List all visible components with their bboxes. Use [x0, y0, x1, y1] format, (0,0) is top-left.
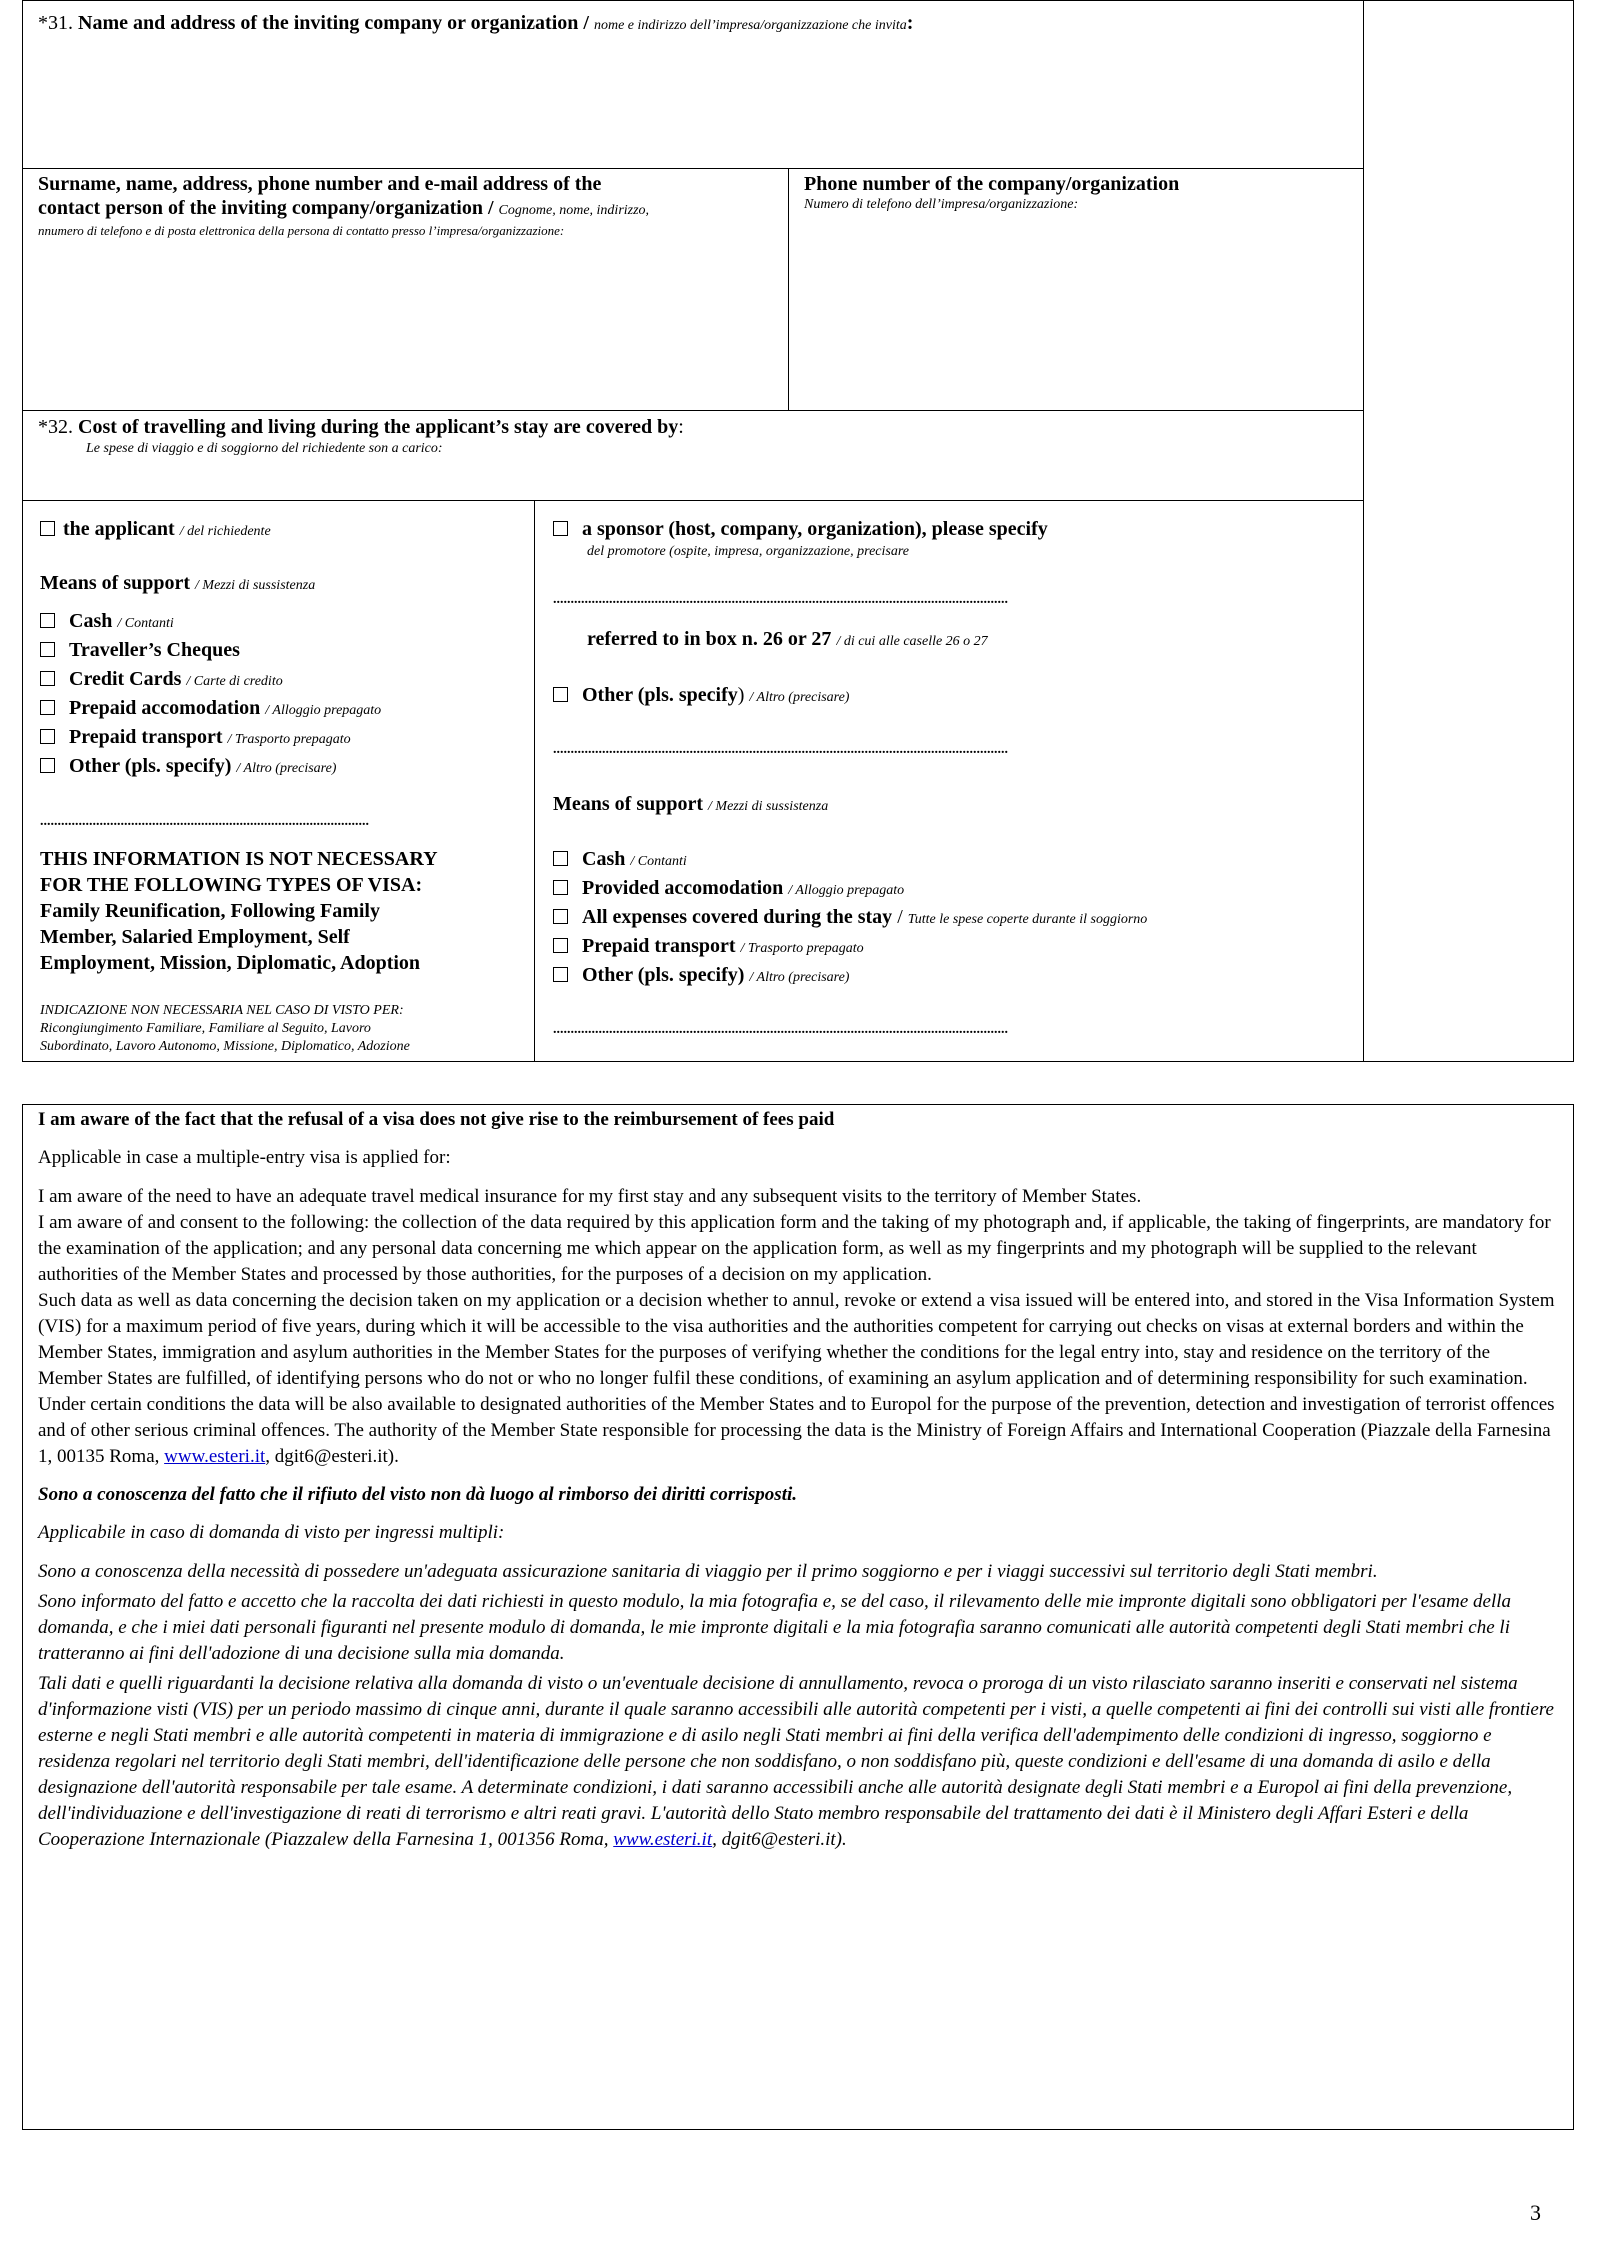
vis-statement-it: Tali dati e quelli riguardanti la decisione relativa alla domanda di visto o un'eventuale decisione di annullamento, revoca o proroga di un visto rilasciato saranno inseriti e conservati nel sistema d'informazione visti (VIS) per un periodo massimo di cinque anni, durante il quale saranno accessibili alle autorità competenti per i visti, a quelle competenti ai fini dei controlli sui visti alle frontiere esterne e negli Stati membri e alle autorità competenti in materia di immigrazione e di asilo negli Stati membri ai fini della verifica dell'adempimento delle condizioni di ingresso, soggiorno e residenza regolari nel territorio degli Stati membri, dell'identificazione delle persone che non soddisfano, o non soddisfano più, queste condizioni e dell'esame di una domanda di asilo e della designazione dell'autorità responsabile per tale esame. A determinate condizioni, i dati saranno accessibili anche alle autorità designate degli Stati membri e a Europol ai fini della prevenzione, dell'individuazione e dell'investigazione di reati di terrorismo e altri reati gravi. L'autorità dello Stato membro responsabile del trattamento dei dati è il Ministero degli Affari Esteri e della Cooperazione Internazionale (Piazzalew della Farnesina 1, 001356 Roma, www.esteri.it, dgit6@esteri.it).: [38, 1673, 1554, 1850]
right-other-option[interactable]: Other (pls. specify) / Altro (precisare): [553, 682, 849, 711]
left-option-prepaid-transport[interactable]: Prepaid transport / Trasporto prepagato: [40, 724, 351, 753]
refusal-statement: I am aware of the fact that the refusal of a visa does not give rise to the reimbursement of fees paid: [38, 1109, 835, 1130]
section-31-title: *31. Name and address of the inviting company or organization / nome e indirizzo dell’impresa/organizzazione che invita:: [38, 12, 914, 34]
sponsor-specify-line[interactable]: ..................................................................................................................................: [553, 592, 1008, 607]
vis-statement: Such data as well as data concerning the decision taken on my application or a decision whether to annul, revoke or extend a visa issued will be entered into, and stored in the Visa Information System (VIS) for a maximum period of five years, during which it will be accessible to the visa authorities and the authorities competent for carrying out checks on visas at external borders and within the Member States, immigration and asylum authorities in the Member States for the purposes of verifying whether the conditions for the legal entry into, stay and residence on the territory of the Member States are fulfilled, of identifying persons who do not or who no longer fulfil these conditions, of examining an asylum application and of determining responsibility for such examination. Under certain conditions the data will be also available to designated authorities of the Member States and to Europol for the purpose of the prevention, detection and investigation of terrorist offences and of other serious criminal offences. The authority of the Member State responsible for processing the data is the Ministry of Foreign Affairs and International Cooperation (Piazzale della Farnesina 1, 00135 Roma, www.esteri.it, dgit6@esteri.it).: [38, 1290, 1555, 1467]
right-option-cash[interactable]: Cash / Contanti: [553, 846, 687, 875]
divider-32-options: [22, 500, 1364, 501]
right-option-prepaid-transport[interactable]: Prepaid transport / Trasporto prepagato: [553, 933, 864, 962]
left-option-travellers-cheques[interactable]: Traveller’s Cheques: [40, 637, 240, 666]
right-means-specify-line[interactable]: ..................................................................................................................................: [553, 1022, 1008, 1037]
esteri-link[interactable]: www.esteri.it: [164, 1446, 266, 1467]
declaration-text: [38, 1107, 1558, 1853]
consent-statement-it: Sono informato del fatto e accetto che la raccolta dei dati richiesti in questo modulo, la mia fotografia e, se del caso, il rilevamento delle mie impronte digitali sono obbligatori per l'esame della domanda, e che i miei dati personali figuranti nel presente modulo di domanda, le mie impronte digitali e la mia fotografia saranno comunicati alle autorità competenti degli Stati membri che li tratteranno ai fini dell'adozione di una decisione sulla mia domanda.: [38, 1591, 1512, 1664]
applicant-checkbox[interactable]: [40, 521, 55, 536]
refusal-statement-it: Sono a conoscenza del fatto che il rifiuto del visto non dà luogo al rimborso dei diritti corrisposti.: [38, 1484, 798, 1505]
company-phone-label: Phone number of the company/organization Numero di telefono dell’impresa/organizzazione:: [804, 173, 1180, 212]
applicant-option[interactable]: the applicant / del richiedente: [40, 516, 271, 545]
left-specify-line[interactable]: ..............................................................................................: [40, 814, 369, 829]
checkbox[interactable]: [553, 909, 568, 924]
sponsor-option-it: del promotore (ospite, impresa, organizzazione, precisare: [587, 544, 909, 559]
divider-contact-32: [22, 410, 1364, 411]
left-option-credit-cards[interactable]: Credit Cards / Carte di credito: [40, 666, 283, 695]
right-option-all-expenses[interactable]: All expenses covered during the stay / Tutte le spese coperte durante il soggiorno: [553, 904, 1147, 933]
divider-left-right: [534, 500, 535, 1062]
insurance-statement-it: Sono a conoscenza della necessità di possedere un'adeguata assicurazione sanitaria di viaggio per il primo soggiorno e per i viaggi successivi sul territorio degli Stati membri.: [38, 1561, 1378, 1582]
right-option-provided-accomodation[interactable]: Provided accomodation / Alloggio prepagato: [553, 875, 904, 904]
checkbox[interactable]: [553, 938, 568, 953]
checkbox[interactable]: [553, 687, 568, 702]
referred-box-note: referred to in box n. 26 or 27 / di cui alle caselle 26 o 27: [587, 628, 988, 650]
left-option-prepaid-accomodation[interactable]: Prepaid accomodation / Alloggio prepagato: [40, 695, 381, 724]
checkbox[interactable]: [553, 967, 568, 982]
section-32-title: *32. Cost of travelling and living during the applicant’s stay are covered by:: [38, 416, 684, 438]
esteri-link-it[interactable]: www.esteri.it: [613, 1829, 713, 1850]
left-option-other[interactable]: Other (pls. specify) / Altro (precisare): [40, 753, 336, 782]
checkbox[interactable]: [40, 758, 55, 773]
checkbox[interactable]: [553, 880, 568, 895]
checkbox[interactable]: [40, 700, 55, 715]
insurance-statement: I am aware of the need to have an adequate travel medical insurance for my first stay and any subsequent visits to the territory of Member States.: [38, 1186, 1142, 1207]
consent-statement: I am aware of and consent to the following: the collection of the data required by this application form and the taking of my photograph and, if applicable, the taking of fingerprints, are mandatory for the examination of the application; and any personal data concerning me which appear on the application form, as well as my fingerprints and my photograph will be supplied to the relevant authorities of the Member States and processed by those authorities, for the purposes of a decision on my application.: [38, 1212, 1551, 1285]
right-margin-line: [1363, 0, 1364, 1062]
divider-contact-phone: [788, 168, 789, 410]
multiple-entry-note-it: Applicabile in caso di domanda di visto per ingressi multipli:: [38, 1522, 505, 1543]
checkbox[interactable]: [40, 729, 55, 744]
right-option-other[interactable]: Other (pls. specify) / Altro (precisare): [553, 962, 849, 991]
left-option-cash[interactable]: Cash / Contanti: [40, 608, 174, 637]
sponsor-checkbox[interactable]: [553, 521, 568, 536]
sponsor-option[interactable]: a sponsor (host, company, organization), please specify: [553, 516, 1048, 542]
right-other-specify-line[interactable]: ..................................................................................................................................: [553, 742, 1008, 757]
checkbox[interactable]: [40, 671, 55, 686]
multiple-entry-note: Applicable in case a multiple-entry visa is applied for:: [38, 1147, 451, 1168]
checkbox[interactable]: [553, 851, 568, 866]
visa-notice: THIS INFORMATION IS NOT NECESSARY FOR THE FOLLOWING TYPES OF VISA: Family Reunification, Following Family Member, Salaried Employment, Self Employment, Mission, Diplomatic, Adoption: [40, 848, 438, 974]
checkbox[interactable]: [40, 613, 55, 628]
checkbox[interactable]: [40, 642, 55, 657]
left-means-label: Means of support / Mezzi di sussistenza: [40, 572, 316, 594]
divider-31-contact: [22, 168, 1364, 169]
page-number: 3: [1530, 2200, 1541, 2225]
section-32-title-it: Le spese di viaggio e di soggiorno del richiedente son a carico:: [86, 441, 443, 456]
right-means-label: Means of support / Mezzi di sussistenza: [553, 793, 829, 815]
contact-person-label: Surname, name, address, phone number and e-mail address of the contact person of the inviting company/organization / Cognome, nome, indirizzo, nnumero di telefono e di posta elettronica della persona di contatto presso l’impresa/organizzazione:: [38, 173, 650, 238]
visa-notice-it: INDICAZIONE NON NECESSARIA NEL CASO DI VISTO PER: Ricongiungimento Familiare, Familiare al Seguito, Lavoro Subordinato, Lavoro Autonomo, Missione, Diplomatico, Adozione: [40, 1003, 410, 1054]
